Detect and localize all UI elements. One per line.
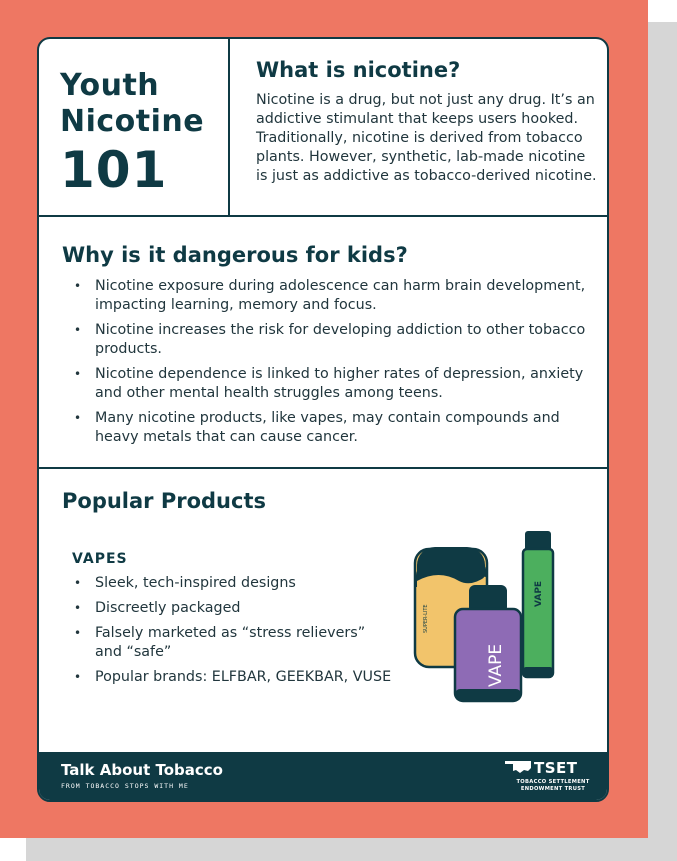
danger-list — [62, 277, 592, 453]
vapes-illustration — [409, 529, 569, 709]
list-item: • Sleek, tech-inspired designs — [62, 574, 392, 593]
list-item: • Many nicotine products, like vapes, may contain compounds and heavy metals that can cause cancer. — [62, 409, 592, 447]
list-item: • Nicotine increases the risk for developing addiction to other tobacco products. — [62, 321, 592, 359]
list-item: • Discreetly packaged — [62, 599, 392, 618]
danger-heading: Why is it dangerous for kids? — [62, 243, 408, 267]
purple-vape-label: VAPE — [486, 643, 506, 687]
products-heading: Popular Products — [62, 489, 266, 513]
vapes-list — [62, 574, 392, 693]
products-section — [39, 467, 607, 754]
list-item: • Popular brands: ELFBAR, GEEKBAR, VUSE — [62, 668, 392, 687]
svg-text:SUPER-LITE: SUPER-LITE — [423, 604, 429, 633]
what-is-nicotine-body: Nicotine is a drug, but not just any drug. It’s an addictive stimulant that keeps users hooked. Traditionally, nicotine is derived from tobacco plants. However, synthetic, lab-made nicotine is just as addictive as tobacco-derived nicotine. — [256, 92, 597, 184]
title-line-1: Youth — [60, 68, 160, 103]
danger-section — [39, 215, 607, 469]
green-vape-icon — [523, 531, 553, 677]
list-item: • Nicotine dependence is linked to higher rates of depression, anxiety and other mental health struggles among teens. — [62, 365, 592, 403]
footer-bar — [39, 752, 607, 800]
content-card — [37, 37, 609, 802]
oklahoma-icon — [504, 759, 532, 777]
title-line-2: Nicotine — [60, 104, 205, 139]
footer-brand: Talk About Tobacco — [61, 761, 223, 779]
tset-logo-name: TSET — [534, 759, 578, 777]
what-is-nicotine-heading: What is nicotine? — [256, 58, 461, 82]
footer-tagline: FROM TOBACCO STOPS WITH ME — [61, 782, 189, 790]
vapes-label: VAPES — [72, 551, 128, 567]
intro-row — [39, 39, 607, 217]
list-item: • Falsely marketed as “stress relievers” and “safe” — [62, 624, 392, 662]
title-block — [39, 39, 230, 215]
list-item: • Nicotine exposure during adolescence can harm brain development, impacting learning, memory and focus. — [62, 277, 592, 315]
title-number: 101 — [60, 141, 168, 199]
tset-logo — [504, 759, 590, 795]
what-is-nicotine-section — [256, 56, 601, 186]
green-vape-label: VAPE — [534, 580, 544, 607]
tset-logo-subtitle: TOBACCO SETTLEMENT ENDOWMENT TRUST — [516, 779, 590, 792]
